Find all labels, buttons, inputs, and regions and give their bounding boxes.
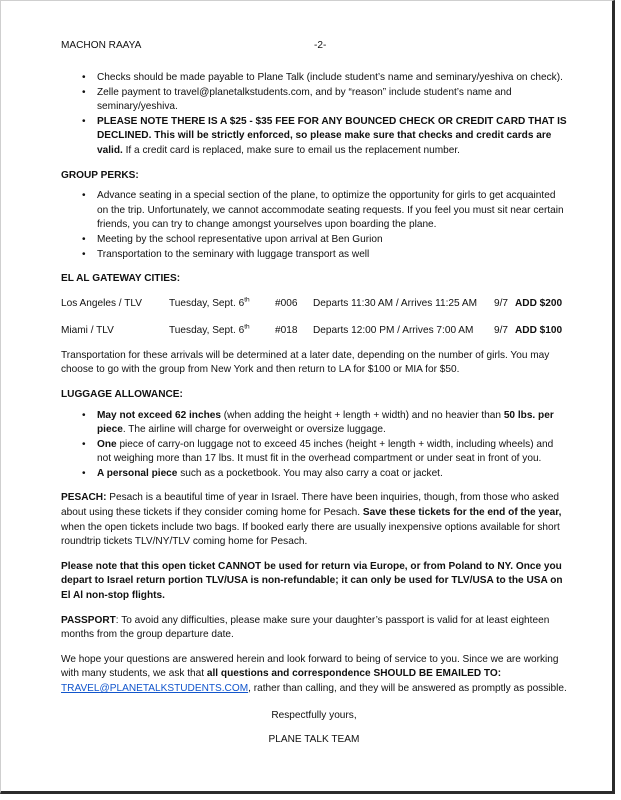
passport-label: PASSPORT bbox=[61, 614, 116, 626]
list-item bbox=[61, 233, 567, 248]
pesach-bold: Save these tickets for the end of the year, bbox=[362, 507, 562, 519]
perk-meeting: Meeting by the school representative upon arrival at Ben Gurion bbox=[97, 233, 383, 245]
page-header bbox=[61, 39, 552, 55]
flight-date: Tuesday, Sept. 6th bbox=[169, 323, 250, 336]
flight-times: Departs 11:30 AM / Arrives 11:25 AM bbox=[313, 297, 478, 309]
open-ticket-note: Please note that this open ticket CANNOT be used for return via Europe, or from Poland to NY. Once you depart to Israel return portion TLV/USA is non-refundable; it can only be used for TLV/USA to the USA on El Al non-stop flights. bbox=[61, 560, 563, 602]
fee-notice-bold: PLEASE NOTE THERE IS A $25 - $35 FEE FOR ANY BOUNCED CHECK OR CREDIT CARD THAT IS DECLINED. This will be strictly enforced, so please make sure that checks and credit cards are valid. bbox=[97, 115, 567, 156]
list-item bbox=[61, 248, 567, 263]
carry-on-text: piece of carry-on luggage not to exceed 45 inches (height + length + width, including wheels) and not weighing more than 17 lbs. It must fit in the overhead compartment or under seat in front of you. bbox=[97, 438, 554, 465]
group-perks-list bbox=[61, 189, 567, 262]
luggage-weight-bold: 50 lbs. per piece bbox=[97, 409, 554, 436]
flight-times: Departs 12:00 PM / Arrives 7:00 AM bbox=[313, 324, 474, 336]
personal-piece-text: such as a pocketbook. You may also carry a coat or jacket. bbox=[177, 467, 443, 479]
luggage-list bbox=[61, 409, 567, 482]
luggage-limit-bold: May not exceed 62 inches bbox=[97, 409, 221, 421]
closing-text: We hope your questions are answered herein and look forward to being of service to you. Since we are working with many students, we ask that bbox=[61, 653, 559, 680]
pesach-text: Pesach is a beautiful time of year in Israel. There have been inquiries, though, from those who asked about using these tickets if they consider coming home for Pesach. bbox=[61, 492, 560, 519]
pesach-text-end: when the open tickets include two bags. If booked early there are usually inexpensive options available for short roundtrip tickets TLV/NY/TLV coming home for Pesach. bbox=[61, 521, 560, 548]
payment-list bbox=[61, 71, 567, 159]
pesach-label: PESACH: bbox=[61, 492, 107, 504]
flight-number: #018 bbox=[275, 324, 298, 336]
luggage-limit-text: (when adding the height + length + width) and no heavier than bbox=[220, 409, 504, 421]
list-item bbox=[61, 115, 567, 159]
list-item bbox=[61, 71, 567, 86]
group-perks-heading: GROUP PERKS: bbox=[61, 169, 139, 181]
flight-route: Los Angeles / TLV bbox=[61, 297, 142, 309]
list-item bbox=[61, 409, 567, 438]
flight-add-price: ADD $200 bbox=[515, 297, 563, 309]
list-item bbox=[61, 467, 567, 482]
flight-date: Tuesday, Sept. 6th bbox=[169, 296, 250, 309]
flight-row-miami bbox=[61, 324, 567, 339]
letter-body bbox=[61, 71, 567, 748]
email-link[interactable]: TRAVEL@PLANETALKSTUDENTS.COM bbox=[61, 683, 249, 694]
perk-seating: Advance seating in a special section of the plane, to optimize the opportunity for girls to get acquainted on the trip. Unfortunately, we cannot accommodate seating requests. If you feel you must sit near certain friends, you can try to change amongst yourselves upon boarding the plane. bbox=[97, 190, 564, 231]
list-item bbox=[61, 438, 567, 467]
payment-check-text: Checks should be made payable to Plane Talk (include student’s name and seminary/yeshiva on check). bbox=[97, 72, 563, 83]
flight-add-price: ADD $100 bbox=[515, 324, 563, 336]
carry-on-bold: One bbox=[97, 438, 117, 450]
flight-arrival-date: 9/7 bbox=[494, 297, 509, 309]
list-item bbox=[61, 189, 567, 233]
luggage-heading: LUGGAGE ALLOWANCE: bbox=[61, 388, 183, 400]
flight-route: Miami / TLV bbox=[61, 324, 114, 336]
perk-transport: Transportation to the seminary with luggage transport as well bbox=[97, 248, 370, 260]
gateway-note: Transportation for these arrivals will be determined at a later date, depending on the number of girls. You may choose to go with the group from New York and then return to LA for $100 or MIA for $50. bbox=[61, 349, 550, 376]
gateway-heading: EL AL GATEWAY CITIES: bbox=[61, 273, 181, 285]
signoff-team: PLANE TALK TEAM bbox=[268, 734, 360, 746]
passport-text: : To avoid any difficulties, please make sure your daughter’s passport is valid for at least eighteen months from the group departure date. bbox=[61, 614, 550, 641]
flight-arrival-date: 9/7 bbox=[494, 324, 509, 336]
page-number: -2- bbox=[314, 40, 327, 51]
pesach-paragraph bbox=[61, 491, 567, 549]
closing-bold: all questions and correspondence SHOULD BE EMAILED TO: bbox=[206, 668, 502, 680]
flight-row-la bbox=[61, 297, 567, 312]
flight-number: #006 bbox=[275, 297, 298, 309]
list-item bbox=[61, 86, 567, 115]
header-school-name: MACHON RAAYA bbox=[61, 40, 142, 51]
payment-zelle-text: Zelle payment to travel@planetalkstudents.com, and by “reason” include student’s name and seminary/yeshiva. bbox=[97, 86, 512, 113]
closing-paragraph bbox=[61, 653, 567, 697]
passport-paragraph bbox=[61, 614, 567, 643]
luggage-charge-text: . The airline will charge for overweight or oversize luggage. bbox=[122, 424, 386, 436]
fee-notice-text: If a credit card is replaced, make sure to email us the replacement number. bbox=[122, 144, 460, 156]
signoff-line: Respectfully yours, bbox=[271, 709, 357, 721]
personal-piece-bold: A personal piece bbox=[97, 467, 178, 479]
closing-text-end: , rather than calling, and they will be answered as promptly as possible. bbox=[248, 683, 567, 694]
